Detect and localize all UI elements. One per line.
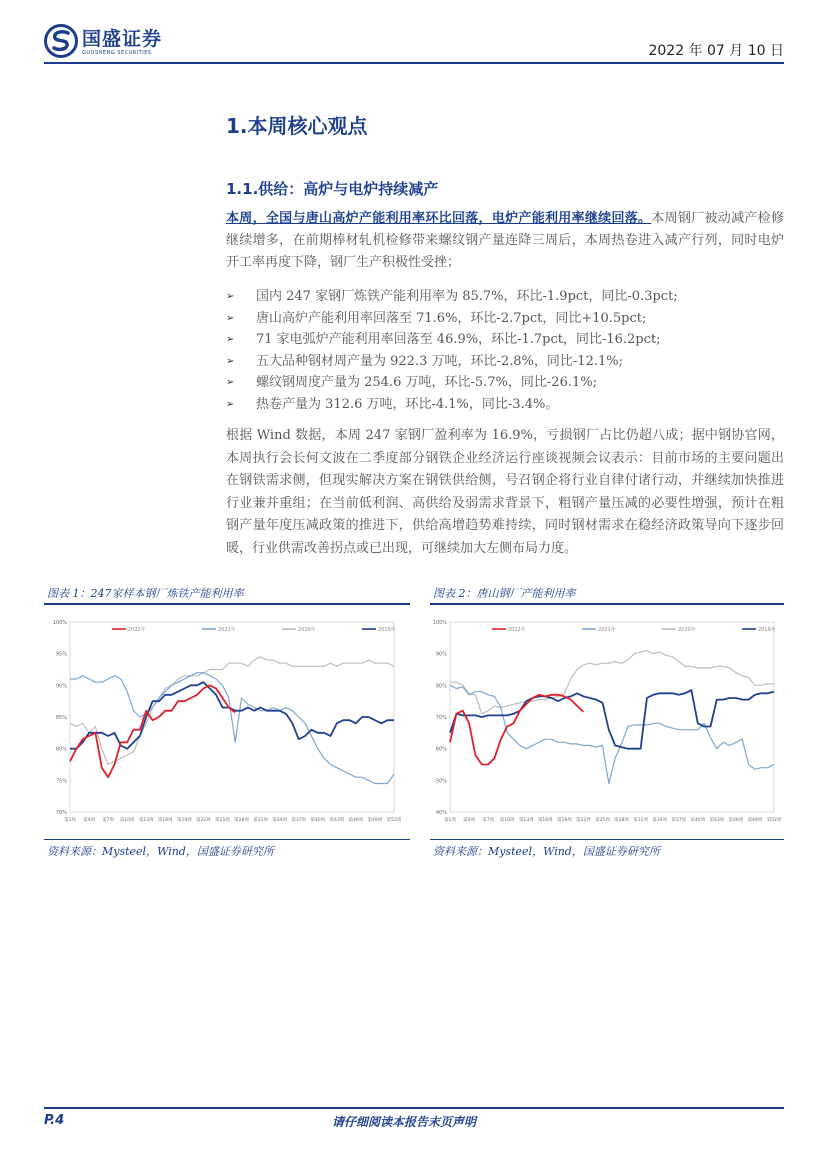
supply-bullet-list: [226, 286, 784, 415]
page-header: [44, 22, 784, 62]
x-tick-label: 第37周: [671, 818, 687, 823]
page-number: P.4: [44, 1113, 65, 1128]
brand-name: 国盛证券: [82, 28, 163, 50]
y-tick-label: 40%: [435, 810, 447, 816]
section-title: 1.本周核心观点: [226, 114, 368, 138]
legend-label: 2020年: [678, 627, 696, 633]
report-date: 2022 年 07 月 10 日: [648, 43, 784, 59]
bullet-arrow-icon: ➢: [226, 398, 235, 410]
y-tick-label: 80%: [55, 746, 67, 753]
x-tick-label: 第13周: [518, 818, 534, 823]
bullet-arrow-icon: ➢: [226, 334, 235, 345]
x-tick-label: 第49周: [747, 818, 763, 823]
header-divider: [44, 62, 784, 64]
y-tick-label: 50%: [435, 778, 447, 785]
figure-2-title: 图表 2：唐山钢厂产能利用率: [433, 587, 576, 600]
y-tick-label: 75%: [55, 778, 67, 785]
x-tick-label: 第34周: [652, 818, 668, 823]
y-tick-label: 90%: [55, 683, 67, 690]
x-tick-label: 第52周: [386, 818, 402, 823]
bullet-text: 国内 247 家钢厂炼铁产能利用率为 85.7%，环比-1.9pct，同比-0.3pct;: [256, 289, 678, 304]
bullet-arrow-icon: ➢: [226, 312, 235, 324]
profit-paragraph: 根据 Wind 数据，本周 247 家钢厂盈利率为 16.9%，亏损钢厂占比仍超八成；据中钢协官网，本周执行会长何文波在二季度部分钢铁企业经济运行座谈视频会议表示：目前市场的主要问题出在钢铁需求侧，但现实解决方案在钢铁供给侧，号召钢企将行业自律付诸行动，并继续加快推进行业兼并重组；在当前低利润、高供给及弱需求背景下，粗钢产量压减的必要性增强，预计在粗钢产量年度压减政策的推进下，供给高增趋势难持续，同时钢材需求在稳经济政策导向下逐步回暖，行业供需改善拐点或已出现，可继续加大左侧布局力度。: [226, 428, 784, 556]
bullet-arrow-icon: ➢: [226, 291, 235, 302]
legend-label: 2019年: [758, 627, 776, 633]
supply-paragraph-body: 本周钢厂被动减产检修继续增多，在前期棒材轧机检修带来螺纹钢产量连降三周后，本周热卷进入减产行列，同时电炉开工率再度下降，钢厂生产积极性受挫；: [226, 211, 784, 270]
x-tick-label: 第37周: [291, 818, 307, 823]
brand-name-en: GUOSHENG SECURITIES: [82, 50, 152, 56]
y-tick-label: 85%: [55, 715, 67, 721]
supply-paragraph: [226, 208, 784, 274]
bullet-text: 五大品种钢材周产量为 922.3 万吨，环比-2.8%，同比-12.1%;: [256, 353, 623, 369]
x-tick-label: 第22周: [196, 818, 211, 823]
x-tick-label: 第19周: [556, 818, 572, 823]
disclaimer-note: 请仔细阅读本报告末页声明: [332, 1115, 477, 1129]
bullet-text: 71 家电弧炉产能利用率回落至 46.9%，环比-1.7pct，同比-16.2pct;: [256, 332, 661, 347]
brand-logo-icon: [44, 24, 78, 58]
series-line-2022年: [70, 685, 235, 777]
list-item: [226, 286, 784, 308]
x-tick-label: 第16周: [537, 818, 553, 823]
x-tick-label: 第46周: [348, 818, 364, 823]
footer-divider: [44, 1107, 784, 1109]
y-tick-label: 100%: [432, 620, 447, 626]
y-tick-label: 70%: [55, 810, 67, 816]
brand-logo[interactable]: [44, 22, 184, 62]
list-item: [226, 308, 784, 330]
x-tick-label: 第19周: [176, 818, 192, 823]
figure-2-chart: [424, 612, 788, 832]
x-tick-label: 第16周: [157, 818, 173, 823]
legend-label: 2021年: [218, 627, 236, 633]
series-line-2021年: [70, 673, 394, 784]
bullet-text: 热卷产量为 312.6 万吨，环比-4.1%，同比-3.4%。: [256, 396, 559, 412]
x-tick-label: 第28周: [234, 818, 249, 823]
bullet-arrow-icon: ➢: [226, 355, 235, 367]
figure-1-chart: [44, 612, 408, 832]
y-tick-label: 100%: [52, 620, 67, 626]
x-tick-label: 第40周: [310, 818, 326, 823]
x-tick-label: 第10周: [119, 818, 135, 823]
bullet-text: 唐山高炉产能利用率回落至 71.6%，环比-2.7pct，同比+10.5pct;: [256, 310, 647, 326]
x-tick-label: 第13周: [138, 818, 154, 823]
x-tick-label: 第43周: [709, 818, 725, 823]
legend-label: 2022年: [128, 627, 146, 633]
figure-1-svg: [44, 612, 408, 832]
y-tick-label: 60%: [435, 746, 447, 753]
x-tick-label: 第4周: [463, 818, 475, 823]
list-item: [226, 372, 784, 394]
x-tick-label: 第31周: [253, 818, 268, 823]
x-tick-label: 第52周: [766, 818, 782, 823]
series-line-2021年: [450, 685, 774, 783]
x-tick-label: 第43周: [329, 818, 345, 823]
x-tick-label: 第25周: [595, 818, 610, 823]
figure-2-svg: [424, 612, 788, 832]
figure-2-title-rule: [430, 603, 784, 605]
legend-label: 2022年: [508, 627, 526, 633]
series-line-2019年: [70, 682, 394, 749]
figure-1-title-rule: [44, 603, 410, 605]
x-tick-label: 第7周: [482, 818, 495, 823]
x-tick-label: 第28周: [614, 818, 629, 823]
figure-1-title: 图表 1：247家样本钢厂炼铁产能利用率: [47, 587, 244, 600]
x-tick-label: 第1周: [64, 818, 76, 823]
x-tick-label: 第46周: [728, 818, 744, 823]
list-item: [226, 351, 784, 373]
subsection-title: 1.1.供给：高炉与电炉持续减产: [226, 180, 439, 198]
x-tick-label: 第31周: [633, 818, 648, 823]
y-tick-label: 95%: [55, 651, 67, 658]
figure-1-source-rule: [44, 839, 410, 840]
figure-1-source: 资料来源：Mysteel，Wind，国盛证券研究所: [47, 845, 274, 858]
y-tick-label: 90%: [435, 651, 447, 658]
series-line-2019年: [450, 690, 774, 749]
x-tick-label: 第40周: [690, 818, 706, 823]
x-tick-label: 第22周: [576, 818, 591, 823]
bullet-text: 螺纹钢周度产量为 254.6 万吨，环比-5.7%，同比-26.1%;: [256, 375, 597, 390]
list-item: [226, 394, 784, 416]
x-tick-label: 第49周: [367, 818, 383, 823]
y-tick-label: 70%: [435, 715, 447, 721]
x-tick-label: 第1周: [444, 818, 456, 823]
legend-label: 2019年: [378, 627, 396, 633]
figure-2-source-rule: [430, 839, 784, 840]
x-tick-label: 第25周: [215, 818, 230, 823]
legend-label: 2020年: [298, 627, 316, 633]
series-line-2022年: [450, 695, 583, 765]
plot-frame: [450, 622, 774, 812]
y-tick-label: 80%: [435, 683, 447, 690]
x-tick-label: 第10周: [499, 818, 515, 823]
x-tick-label: 第4周: [83, 818, 95, 823]
supply-lead-sentence: 本周，全国与唐山高炉产能利用率环比回落，电炉产能利用率继续回落。: [226, 211, 652, 226]
x-tick-label: 第34周: [272, 818, 288, 823]
x-tick-label: 第7周: [102, 818, 115, 823]
bullet-arrow-icon: ➢: [226, 377, 235, 388]
figure-2-source: 资料来源：Mysteel，Wind，国盛证券研究所: [433, 845, 660, 858]
list-item: [226, 329, 784, 351]
legend-label: 2021年: [598, 627, 616, 633]
